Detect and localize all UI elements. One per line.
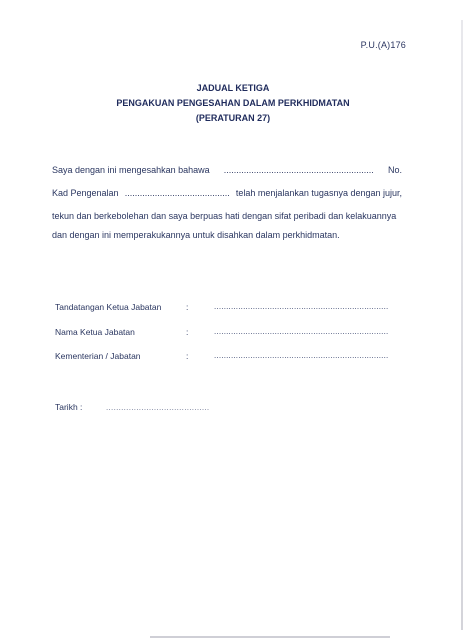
schedule-title: JADUAL KETIGA (196, 83, 270, 93)
name-fill-line: ............................................................ (223, 165, 374, 175)
body-line-1-start: Saya dengan ini mengesahkan bahawa (52, 165, 210, 175)
body-line-2-end: telah menjalankan tugasnya dengan jujur, (235, 188, 402, 198)
body-line-2 (52, 187, 402, 199)
regulation-reference: (PERATURAN 27) (195, 113, 271, 123)
head-name-fill-line: ........................................................................ (214, 327, 389, 336)
scan-edge-right (461, 20, 463, 630)
body-line-3: tekun dan berkebolehan dan saya berpuas hati dengan sifat peribadi dan kelakuannya (52, 211, 397, 221)
date-fill-line: ......................................... (106, 403, 210, 412)
head-name-label: Nama Ketua Jabatan (55, 327, 135, 337)
body-line-1 (52, 164, 402, 176)
scan-edge-bottom (150, 636, 390, 638)
date-label: Tarikh : (55, 402, 83, 412)
signature-colon: : (186, 302, 189, 312)
body-line-4: dan dengan ini memperakukannya untuk disahkan dalam perkhidmatan. (52, 230, 340, 240)
ministry-fill-line: ........................................................................ (214, 351, 389, 360)
body-line-1-end: No. (387, 165, 402, 175)
ministry-colon: : (186, 351, 189, 361)
signature-label: Tandatangan Ketua Jabatan (55, 302, 162, 312)
reference-number: P.U.(A)176 (360, 40, 406, 50)
ic-fill-line: .......................................... (124, 188, 230, 198)
body-line-2-start: Kad Pengenalan (52, 188, 119, 198)
head-name-colon: : (186, 327, 189, 337)
ministry-label: Kementerian / Jabatan (55, 351, 141, 361)
signature-fill-line: ........................................................................ (214, 302, 389, 311)
document-title: PENGAKUAN PENGESAHAN DALAM PERKHIDMATAN (116, 98, 350, 108)
